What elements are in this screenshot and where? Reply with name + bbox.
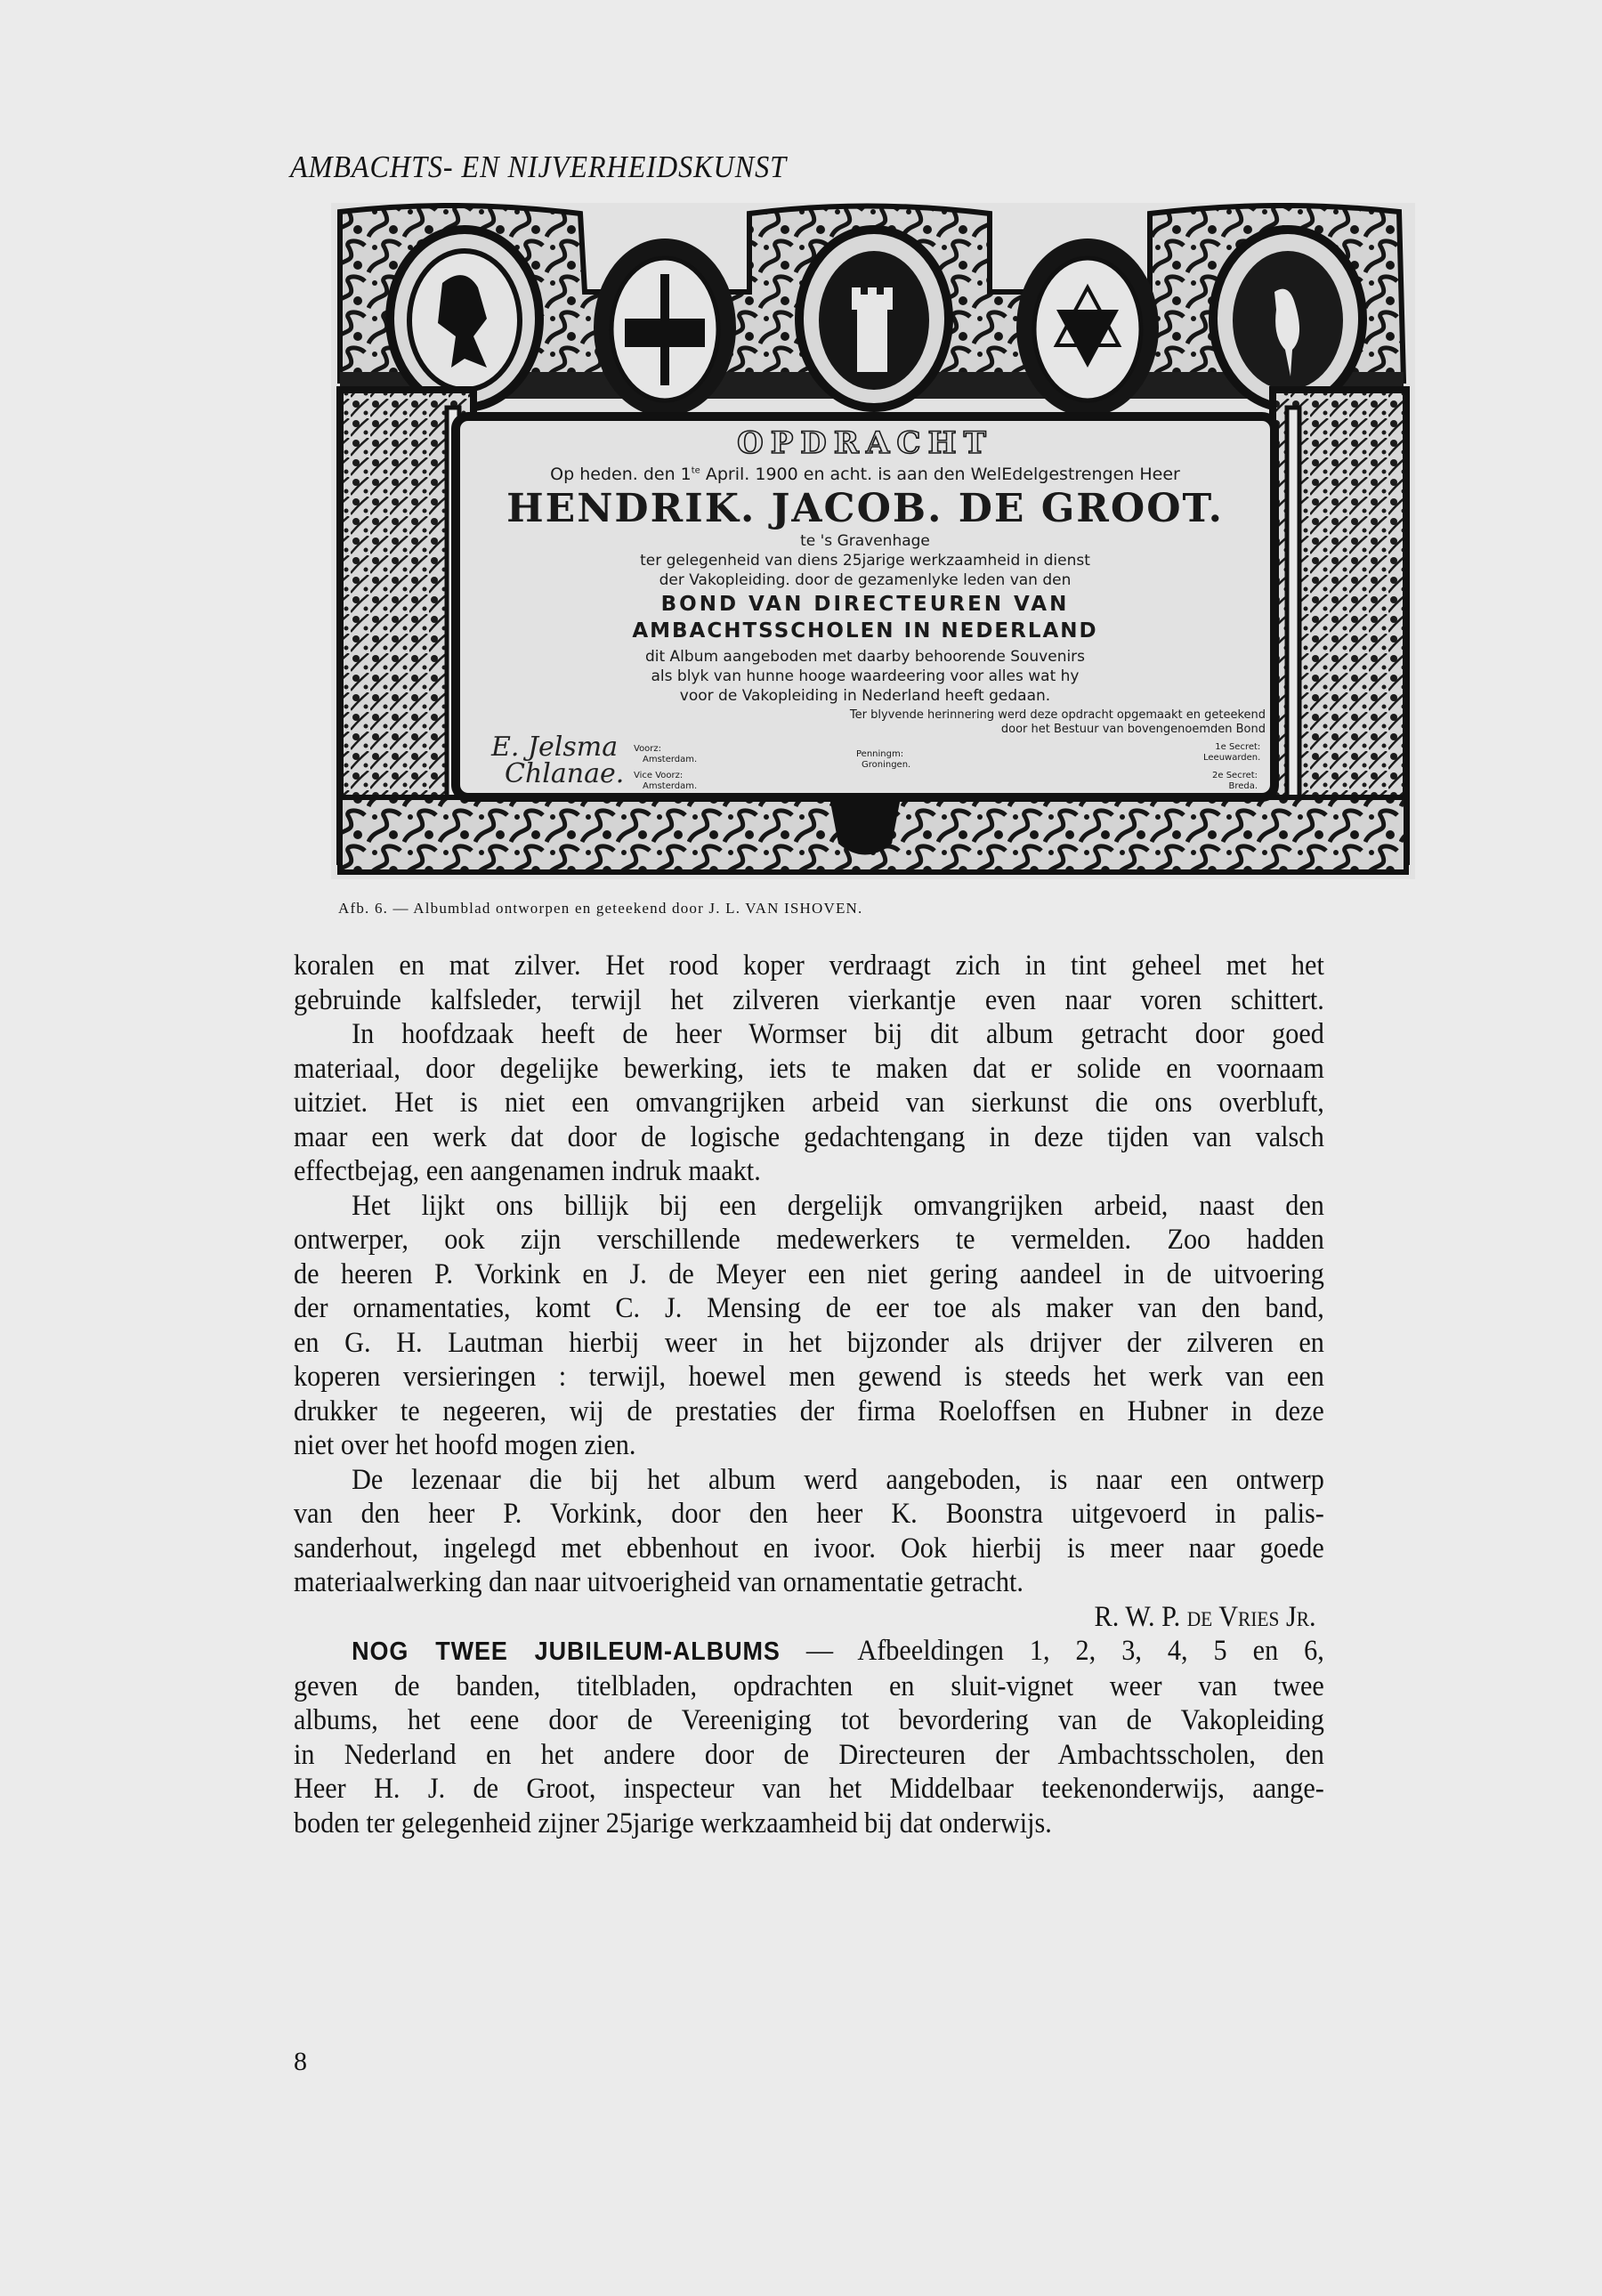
body-text <box>294 949 1324 1840</box>
certificate-line: dit Album aangeboden met daarby behoorende Souvenirs <box>644 648 1086 666</box>
crest-cross-icon <box>594 238 736 416</box>
signatory-role: Penningm: <box>856 749 904 759</box>
text-line: de heeren P. Vorkink en J. de Meyer een niet gering aandeel in de uitvoering <box>294 1257 1324 1290</box>
certificate-line: ter gelegenheid van diens 25jarige werkzaamheid in dienst <box>640 552 1090 570</box>
text-line: koperen versieringen : terwijl, hoewel men gewend is steeds het werk van een <box>294 1361 1324 1393</box>
page-number: 8 <box>294 2047 307 2076</box>
text-line: Het lijkt ons billijk bij een dergelijk omvangrijken arbeid, naast den <box>352 1189 1324 1222</box>
text-line: materiaalwerking dan naar uitvoerigheid van ornamentatie getracht. <box>294 1566 1024 1598</box>
dedication-certificate <box>456 422 1274 796</box>
signatory-treasurer <box>856 749 910 771</box>
album-page-illustration <box>331 203 1415 879</box>
signatory-chairman <box>634 744 697 765</box>
certificate-line: der Vakopleiding. door de gezamenlyke leden van den <box>659 571 1072 589</box>
text-line: der ornamentaties, komt C. J. Mensing de eer toe als maker van den band, <box>294 1292 1324 1324</box>
text-fragment: — Afbeeldingen 1, 2, 3, 4, 5 en 6, <box>805 1635 1324 1667</box>
figure-caption: Afb. 6. — Albumblad ontworpen en geteekend door J. L. VAN ISHOVEN. <box>338 900 863 917</box>
text-line: van den heer P. Vorkink, door den heer K. Boonstra uitgevoerd in palis- <box>294 1498 1324 1530</box>
signatory-place: Amsterdam. <box>643 755 698 764</box>
text-line: en G. H. Lautman hierbij weer in het bijzonder als drijver der zilveren en <box>294 1326 1324 1359</box>
signatory-place: Leeuwarden. <box>1203 753 1261 763</box>
certificate-organization: BOND VAN DIRECTEUREN VAN <box>660 593 1070 616</box>
signatory-place: Amsterdam. <box>643 781 698 791</box>
text-line: materiaal, door degelijke bewerking, iets te maken dat er solide en voornaam <box>294 1052 1324 1085</box>
text-line: uitziet. Het is niet een omvangrijken arbeid van sierkunst die ons overbluft, <box>294 1087 1324 1119</box>
signatory-role: 1e Secret: <box>1215 742 1261 752</box>
signatory-place: Groningen. <box>862 760 911 770</box>
handwritten-signature: Chlanae. <box>505 758 625 789</box>
text-line: niet over het hoofd mogen zien. <box>294 1429 636 1461</box>
certificate-line <box>456 465 1274 484</box>
text-line: In hoofdzaak heeft de heer Wormser bij dit album getracht door goed <box>352 1018 1324 1050</box>
signatory-second-secretary <box>1212 771 1258 792</box>
text-line: maar een werk dat door de logische gedachtengang in deze tijden van valsch <box>294 1120 1324 1153</box>
text-line: boden ter gelegenheid zijner 25jarige werkzaamheid bij dat onderwijs. <box>294 1807 1052 1839</box>
signatory-first-secretary <box>1203 742 1260 764</box>
certificate-ordinal: te <box>691 465 700 476</box>
crest-stork-icon <box>1213 230 1363 408</box>
text-line: geven de banden, titelbladen, opdrachten en sluit-vignet weer van twee <box>294 1669 1324 1702</box>
text-line: ontwerper, ook zijn verschillende medewerkers te vermelden. Zoo hadden <box>294 1224 1324 1256</box>
text-line: De lezenaar die bij het album werd aangeboden, is naar een ontwerp <box>352 1463 1324 1496</box>
signatory-vice-chairman <box>634 771 697 792</box>
certificate-text: Op heden. den 1 <box>550 465 692 484</box>
signatory-role: 2e Secret: <box>1212 771 1258 780</box>
certificate-line: door het Bestuur van bovengenoemden Bond <box>1000 723 1266 736</box>
certificate-organization: AMBACHTSSCHOLEN IN NEDERLAND <box>632 619 1098 643</box>
certificate-text: April. 1900 en acht. is aan den WelEdelgestrengen Heer <box>700 465 1180 484</box>
certificate-line: Ter blyvende herinnering werd deze opdracht opgemaakt en geteekend <box>849 708 1266 722</box>
author-signature: R. W. P. de Vries Jr. <box>1094 1600 1316 1633</box>
text-line: in Nederland en het andere door de Directeuren der Ambachtsscholen, den <box>294 1738 1324 1771</box>
certificate-line: als blyk van hunne hooge waardeering voor alles wat hy <box>651 667 1080 685</box>
handwritten-signature: E. Jelsma <box>491 732 619 763</box>
section-heading: NOG TWEE JUBILEUM-ALBUMS <box>352 1637 781 1666</box>
text-line: drukker te negeeren, wij de prestaties der firma Roeloffsen en Hubner in deze <box>294 1395 1324 1427</box>
certificate-line: voor de Vakopleiding in Nederland heeft gedaan. <box>679 687 1051 705</box>
signatory-place: Breda. <box>1228 781 1258 791</box>
text-line: albums, het eene door de Vereeniging tot bevordering van de Vakopleiding <box>294 1704 1324 1736</box>
crest-tower-icon <box>799 230 949 408</box>
text-line <box>294 1634 1324 1669</box>
crest-star-icon <box>1016 238 1159 416</box>
text-line: sanderhout, ingelegd met ebbenhout en ivoor. Ook hierbij is meer naar goede <box>294 1532 1324 1564</box>
honoree-name: HENDRIK. JACOB. DE GROOT. <box>506 486 1224 531</box>
certificate-title: OPDRACHT <box>737 425 993 461</box>
text-line: koralen en mat zilver. Het rood koper verdraagt zich in tint geheel met het <box>294 950 1324 982</box>
running-head: AMBACHTS- EN NIJVERHEIDSKUNST <box>290 150 787 184</box>
certificate-line: te 's Gravenhage <box>800 532 930 550</box>
text-line: Heer H. J. de Groot, inspecteur van het Middelbaar teekenonderwijs, aange- <box>294 1773 1324 1805</box>
signatory-role: Vice Voorz: <box>634 771 684 780</box>
crest-lion-icon <box>390 230 539 408</box>
text-line: gebruinde kalfsleder, terwijl het zilveren vierkantje even naar voren schittert. <box>294 983 1324 1016</box>
signatory-role: Voorz: <box>634 744 662 754</box>
text-line: effectbejag, een aangenamen indruk maakt. <box>294 1155 761 1187</box>
